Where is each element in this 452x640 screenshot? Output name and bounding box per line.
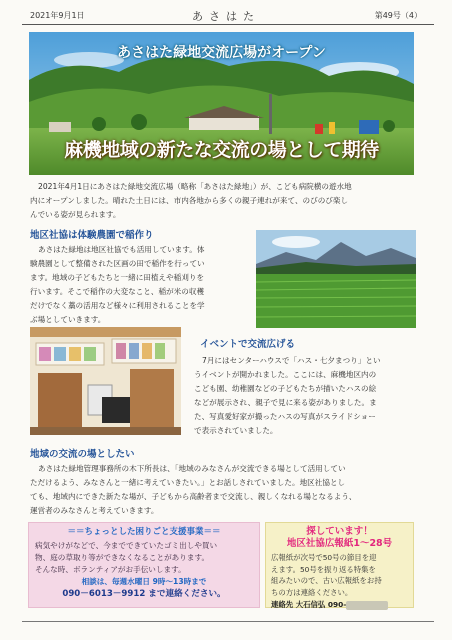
- wanted-box-title: 探しています！: [306, 526, 373, 537]
- wanted-contact: [271, 599, 408, 611]
- newsletter-title: あさはた: [192, 10, 260, 23]
- wanted-box-subtitle: 地区社協広報紙1～28号: [286, 538, 393, 549]
- community-line: 運営者のみなさんと考えていきます。: [30, 506, 159, 515]
- rice-field-photo: [256, 230, 416, 328]
- rice-field-illustration: [256, 230, 416, 328]
- redacted-phone: [346, 601, 388, 610]
- wanted-contact-text: 連絡先 大石信弘 090-: [271, 600, 347, 609]
- events-line: などが展示され、親子で見に来る姿がありました。ま: [194, 398, 377, 407]
- events-paragraph: [194, 354, 418, 438]
- support-box-body: [35, 540, 253, 576]
- support-line: そんな時、ボランティアがお手伝いします。: [35, 565, 186, 574]
- events-line: うイベントが開かれました。ここには、麻機地区内の: [194, 370, 377, 379]
- farming-paragraph: [30, 243, 250, 327]
- farming-line: あさはた緑地は地区社協でも活用しています。体: [38, 245, 205, 254]
- hero-photo: [29, 32, 414, 175]
- intro-line: 2021年4月1日にあさはた緑地交流広場（略称「あさはた緑地」）が、こども病院横の遊水地: [38, 182, 352, 191]
- support-consult-hours: 相談は、毎週水曜日 9時～13時まで: [81, 577, 207, 586]
- center-house-photo: [30, 327, 181, 435]
- issue-date: 2021年9月1日: [30, 11, 85, 20]
- farming-line: 験農園として整備された区画の田で稲作を行ってい: [30, 259, 205, 268]
- community-line: ただけるよう、みなさんと一緒に考えていきたい。」とお話しされていました。地区社協とし: [30, 478, 346, 487]
- header-divider: [22, 24, 434, 25]
- hero-caption-top: あさはた緑地交流広場がオープン: [117, 45, 326, 61]
- farming-line: 行います。そこで稲作の大変なこと、稲が米の収穫: [30, 287, 205, 296]
- intro-line: んでいる姿が見られます。: [30, 210, 121, 219]
- wanted-line: 組みたいので、古い広報紙をお持: [271, 576, 382, 585]
- section-heading-farming: 地区社協は体験農園で稲作り: [30, 230, 154, 241]
- farming-line: ぶ場としていきます。: [30, 315, 106, 324]
- farming-line: だけでなく藁の活用など様々に利用されることを学: [30, 301, 205, 310]
- wanted-back-issues-box: [265, 522, 414, 608]
- support-program-box: [28, 522, 260, 608]
- intro-line: 内にオープンしました。晴れた土日には、市内各地から多くの親子連れが来て、のびのび楽し: [30, 196, 349, 205]
- issue-number: 第49号（4）: [374, 11, 422, 20]
- section-heading-events: イベントで交流広げる: [200, 339, 296, 350]
- support-phone: 090－6013－9912 まで連絡ください。: [62, 589, 226, 599]
- center-house-interior-illustration: [30, 327, 181, 435]
- wanted-line: えます。50号を振り返る特集を: [271, 564, 376, 574]
- farming-line: ます。地域の子どもたちと一緒に田植えや稲刈りを: [30, 273, 205, 282]
- hero-caption-main: 麻機地域の新たな交流の場として期待: [64, 139, 379, 161]
- intro-paragraph: [30, 180, 422, 222]
- footer-divider: [22, 621, 434, 622]
- support-line: 病気やけがなどで、今までできていたゴミ出しや買い: [35, 541, 218, 550]
- support-box-title: ＝＝ちょっとした困りごと支援事業＝＝: [67, 527, 221, 537]
- events-line: で表示されていました。: [194, 426, 278, 435]
- community-line: あさはた緑地管理事務所の木下所長は、「地域のみなさんが交流できる場として活用してい: [38, 464, 346, 473]
- wanted-box-body: [271, 552, 408, 598]
- community-paragraph: [30, 462, 422, 518]
- community-line: ても、地域内にできた新たな場が、子どもから高齢者まで交流し、親しくなれる場となるよう、: [30, 492, 357, 501]
- events-line: た、写真愛好家が撮ったハスの写真がスライドショー: [194, 412, 376, 421]
- section-heading-community: 地域の交流の場としたい: [30, 449, 135, 460]
- wanted-line: 広報紙が次号で50号の節目を迎: [271, 553, 377, 562]
- support-line: 物、庭の草取り等ができなくなることがあります。: [35, 553, 210, 562]
- events-line: こども園、幼稚園などの子どもたちが描いたハスの絵: [194, 384, 377, 393]
- events-line: 7月にはセンターハウスで「ハス・七夕まつり」とい: [202, 356, 381, 365]
- wanted-line: ちの方は連絡ください。: [271, 587, 353, 597]
